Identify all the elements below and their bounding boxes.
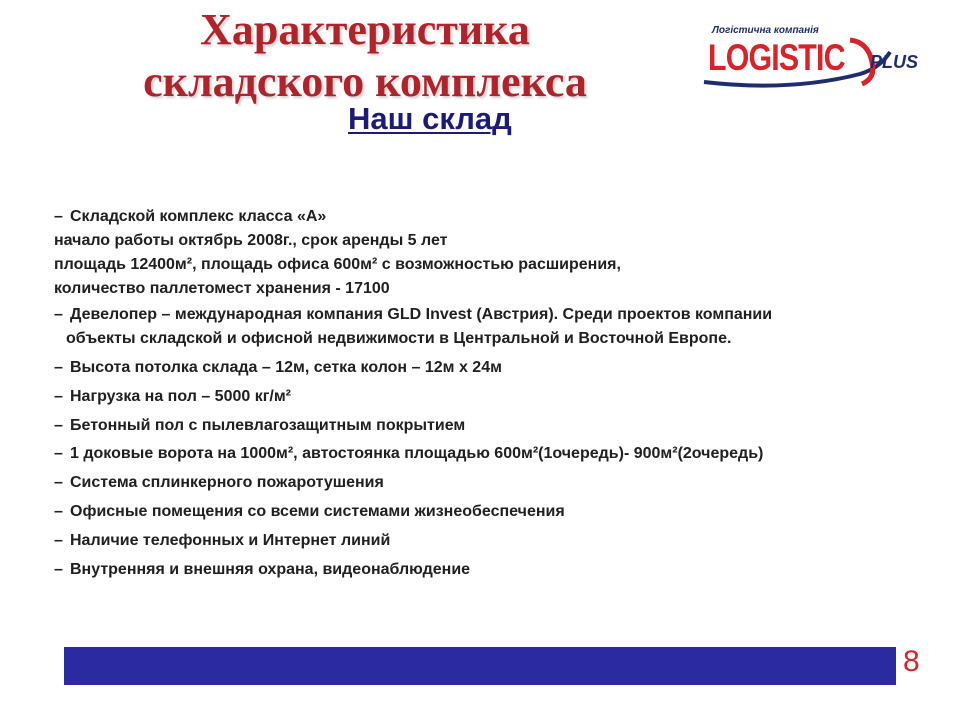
feature-text: Внутренняя и внешняя охрана, видеонаблюдение xyxy=(70,561,471,578)
page-number: 8 xyxy=(903,645,920,678)
feature-item xyxy=(54,473,384,493)
slide-title-line-1: Характеристика xyxy=(200,5,530,54)
feature-item-continuation: объекты складской и офисной недвижимости в Центральной и Восточной Европе. xyxy=(66,330,732,347)
feature-item xyxy=(54,207,326,227)
bullet-dash: – xyxy=(54,445,63,462)
feature-text: Офисные помещения со всеми системами жизнеобеспечения xyxy=(70,503,565,520)
feature-text: Складской комплекс класса «А» xyxy=(70,208,327,225)
feature-text: Девелопер – международная компания GLD Invest (Австрия). Среди проектов компании xyxy=(70,306,773,323)
feature-text: 1 доковые ворота на 1000м², автостоянка площадью 600м²(1очередь)- 900м²(2очередь) xyxy=(70,445,764,462)
feature-item xyxy=(54,444,763,464)
logistic-plus-logo xyxy=(700,22,932,92)
slide-title-line-2: складского комплекса xyxy=(143,57,587,106)
bullet-dash: – xyxy=(54,388,63,405)
feature-item-continuation: количество паллетомест хранения - 17100 xyxy=(54,280,390,297)
feature-item-continuation: начало работы октябрь 2008г., срок аренды 5 лет xyxy=(54,232,448,249)
feature-item xyxy=(54,560,470,580)
section-subtitle: Наш склад xyxy=(348,101,512,136)
feature-text: Нагрузка на пол – 5000 кг/м² xyxy=(70,388,291,405)
feature-item xyxy=(54,531,390,551)
feature-text: Система сплинкерного пожаротушения xyxy=(70,474,384,491)
bullet-dash: – xyxy=(54,532,63,549)
slide-title xyxy=(60,4,670,108)
logo-wordmark: LOGISTIC xyxy=(708,37,845,78)
bullet-dash: – xyxy=(54,208,63,225)
logo-suffix: PLUS xyxy=(870,52,919,72)
feature-text: Наличие телефонных и Интернет линий xyxy=(70,532,391,549)
feature-item xyxy=(54,305,772,325)
feature-item xyxy=(54,502,565,522)
footer-bar xyxy=(64,647,896,685)
feature-item-continuation: площадь 12400м², площадь офиса 600м² с возможностью расширения, xyxy=(54,256,621,273)
feature-text: Бетонный пол с пылевлагозащитным покрытием xyxy=(70,417,466,434)
bullet-dash: – xyxy=(54,306,63,323)
bullet-dash: – xyxy=(54,417,63,434)
logo-tagline: Логістична компанія xyxy=(712,25,819,36)
feature-text: Высота потолка склада – 12м, сетка колон – 12м х 24м xyxy=(70,359,502,376)
bullet-dash: – xyxy=(54,503,63,520)
bullet-dash: – xyxy=(54,359,63,376)
feature-item xyxy=(54,416,465,436)
feature-item xyxy=(54,358,502,378)
bullet-dash: – xyxy=(54,474,63,491)
bullet-dash: – xyxy=(54,561,63,578)
feature-item xyxy=(54,387,291,407)
